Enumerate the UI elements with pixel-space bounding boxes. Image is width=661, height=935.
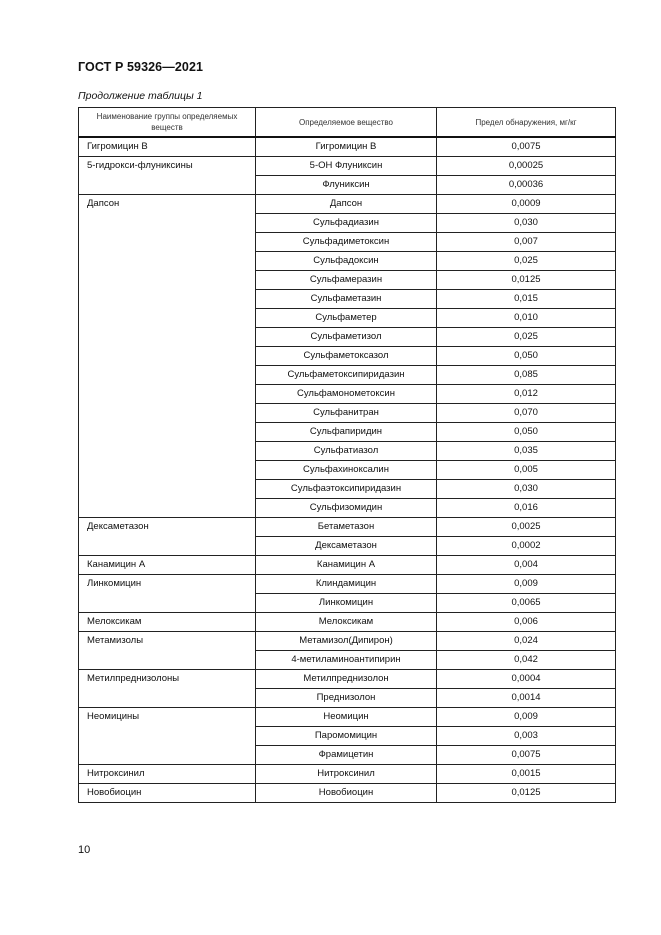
detection-limit-cell: 0,016	[437, 499, 616, 518]
detection-limit-cell: 0,010	[437, 309, 616, 328]
table-row	[79, 670, 616, 689]
detection-limit-cell: 0,005	[437, 461, 616, 480]
detection-limit-cell: 0,025	[437, 252, 616, 271]
group-name-cell: Новобиоцин	[79, 784, 256, 803]
detection-limit-cell: 0,009	[437, 708, 616, 727]
detection-limit-cell: 0,0125	[437, 271, 616, 290]
substance-cell: Клиндамицин	[256, 575, 437, 594]
substance-cell: Сульфамонометоксин	[256, 385, 437, 404]
substance-cell: Метилпреднизолон	[256, 670, 437, 689]
detection-limit-cell: 0,024	[437, 632, 616, 651]
substance-cell: Сульфадиметоксин	[256, 233, 437, 252]
substance-cell: Мелоксикам	[256, 613, 437, 632]
table-row	[79, 556, 616, 575]
detection-limit-cell: 0,0075	[437, 137, 616, 157]
substance-cell: Сульфаметизол	[256, 328, 437, 347]
table-header-row	[79, 108, 616, 138]
detection-limit-cell: 0,035	[437, 442, 616, 461]
substance-cell: Сульфапиридин	[256, 423, 437, 442]
column-header-limit: Предел обнаружения, мг/кг	[437, 108, 616, 138]
detection-limit-cell: 0,070	[437, 404, 616, 423]
detection-limit-cell: 0,025	[437, 328, 616, 347]
detection-limit-cell: 0,050	[437, 423, 616, 442]
substance-cell: Флуниксин	[256, 176, 437, 195]
detection-limit-cell: 0,0025	[437, 518, 616, 537]
substance-cell: Нитроксинил	[256, 765, 437, 784]
detection-limit-cell: 0,004	[437, 556, 616, 575]
substance-cell: Сульфамеразин	[256, 271, 437, 290]
detection-limit-cell: 0,0125	[437, 784, 616, 803]
group-name-cell: Гигромицин В	[79, 137, 256, 157]
column-header-substance: Определяемое вещество	[256, 108, 437, 138]
table-continuation-label: Продолжение таблицы 1	[78, 90, 203, 102]
substance-cell: 5-ОН Флуниксин	[256, 157, 437, 176]
detection-limit-cell: 0,050	[437, 347, 616, 366]
substance-cell: Гигромицин В	[256, 137, 437, 157]
document-code: ГОСТ Р 59326—2021	[78, 60, 204, 74]
substance-cell: Сульфаметоксазол	[256, 347, 437, 366]
detection-limit-cell: 0,0014	[437, 689, 616, 708]
detection-limit-cell: 0,0009	[437, 195, 616, 214]
detection-limit-cell: 0,00036	[437, 176, 616, 195]
detection-limit-cell: 0,030	[437, 480, 616, 499]
group-name-cell: Нитроксинил	[79, 765, 256, 784]
detection-limit-cell: 0,012	[437, 385, 616, 404]
detection-limit-cell: 0,0075	[437, 746, 616, 765]
detection-limit-cell: 0,0065	[437, 594, 616, 613]
substance-cell: Преднизолон	[256, 689, 437, 708]
detection-limit-cell: 0,0002	[437, 537, 616, 556]
substance-cell: Сульфанитран	[256, 404, 437, 423]
substance-cell: Сульфахиноксалин	[256, 461, 437, 480]
group-name-cell: Дапсон	[79, 195, 256, 518]
table-row	[79, 765, 616, 784]
substance-cell: Сульфаметер	[256, 309, 437, 328]
table-row	[79, 784, 616, 803]
substance-cell: Новобиоцин	[256, 784, 437, 803]
table-row	[79, 632, 616, 651]
page-number: 10	[78, 844, 91, 856]
substance-cell: Фрамицетин	[256, 746, 437, 765]
substance-cell: Дапсон	[256, 195, 437, 214]
substance-cell: Сульфаметазин	[256, 290, 437, 309]
group-name-cell: Метилпреднизолоны	[79, 670, 256, 708]
substance-cell: Сульфатиазол	[256, 442, 437, 461]
column-header-group: Наименование группы определяемых веществ	[79, 108, 256, 138]
substance-cell: Дексаметазон	[256, 537, 437, 556]
group-name-cell: Неомицины	[79, 708, 256, 765]
detection-limit-cell: 0,00025	[437, 157, 616, 176]
group-name-cell: Дексаметазон	[79, 518, 256, 556]
detection-limit-cell: 0,007	[437, 233, 616, 252]
table-body	[79, 137, 616, 803]
table-row	[79, 195, 616, 214]
detection-limit-cell: 0,006	[437, 613, 616, 632]
substance-cell: Линкомицин	[256, 594, 437, 613]
group-name-cell: Линкомицин	[79, 575, 256, 613]
detection-limit-cell: 0,003	[437, 727, 616, 746]
table-row	[79, 518, 616, 537]
detection-limit-cell: 0,0015	[437, 765, 616, 784]
substance-cell: Сульфадиазин	[256, 214, 437, 233]
substance-cell: Сульфаметоксипиридазин	[256, 366, 437, 385]
substance-cell: Неомицин	[256, 708, 437, 727]
table-row	[79, 137, 616, 157]
table-row	[79, 575, 616, 594]
substance-cell: Паромомицин	[256, 727, 437, 746]
group-name-cell: Канамицин А	[79, 556, 256, 575]
table-row	[79, 708, 616, 727]
detection-limit-cell: 0,015	[437, 290, 616, 309]
substance-cell: Сульфадоксин	[256, 252, 437, 271]
detection-limit-cell: 0,009	[437, 575, 616, 594]
detection-limits-table	[78, 107, 616, 803]
detection-limit-cell: 0,0004	[437, 670, 616, 689]
table-row	[79, 613, 616, 632]
substance-cell: Сульфаэтоксипиридазин	[256, 480, 437, 499]
substance-cell: Бетаметазон	[256, 518, 437, 537]
substance-cell: 4-метиламиноантипирин	[256, 651, 437, 670]
group-name-cell: Мелоксикам	[79, 613, 256, 632]
substance-cell: Метамизол(Дипирон)	[256, 632, 437, 651]
detection-limit-cell: 0,085	[437, 366, 616, 385]
substance-cell: Канамицин А	[256, 556, 437, 575]
table-row	[79, 157, 616, 176]
substance-cell: Сульфизомидин	[256, 499, 437, 518]
detection-limit-cell: 0,030	[437, 214, 616, 233]
group-name-cell: 5-гидрокси-флуниксины	[79, 157, 256, 195]
group-name-cell: Метамизолы	[79, 632, 256, 670]
detection-limit-cell: 0,042	[437, 651, 616, 670]
